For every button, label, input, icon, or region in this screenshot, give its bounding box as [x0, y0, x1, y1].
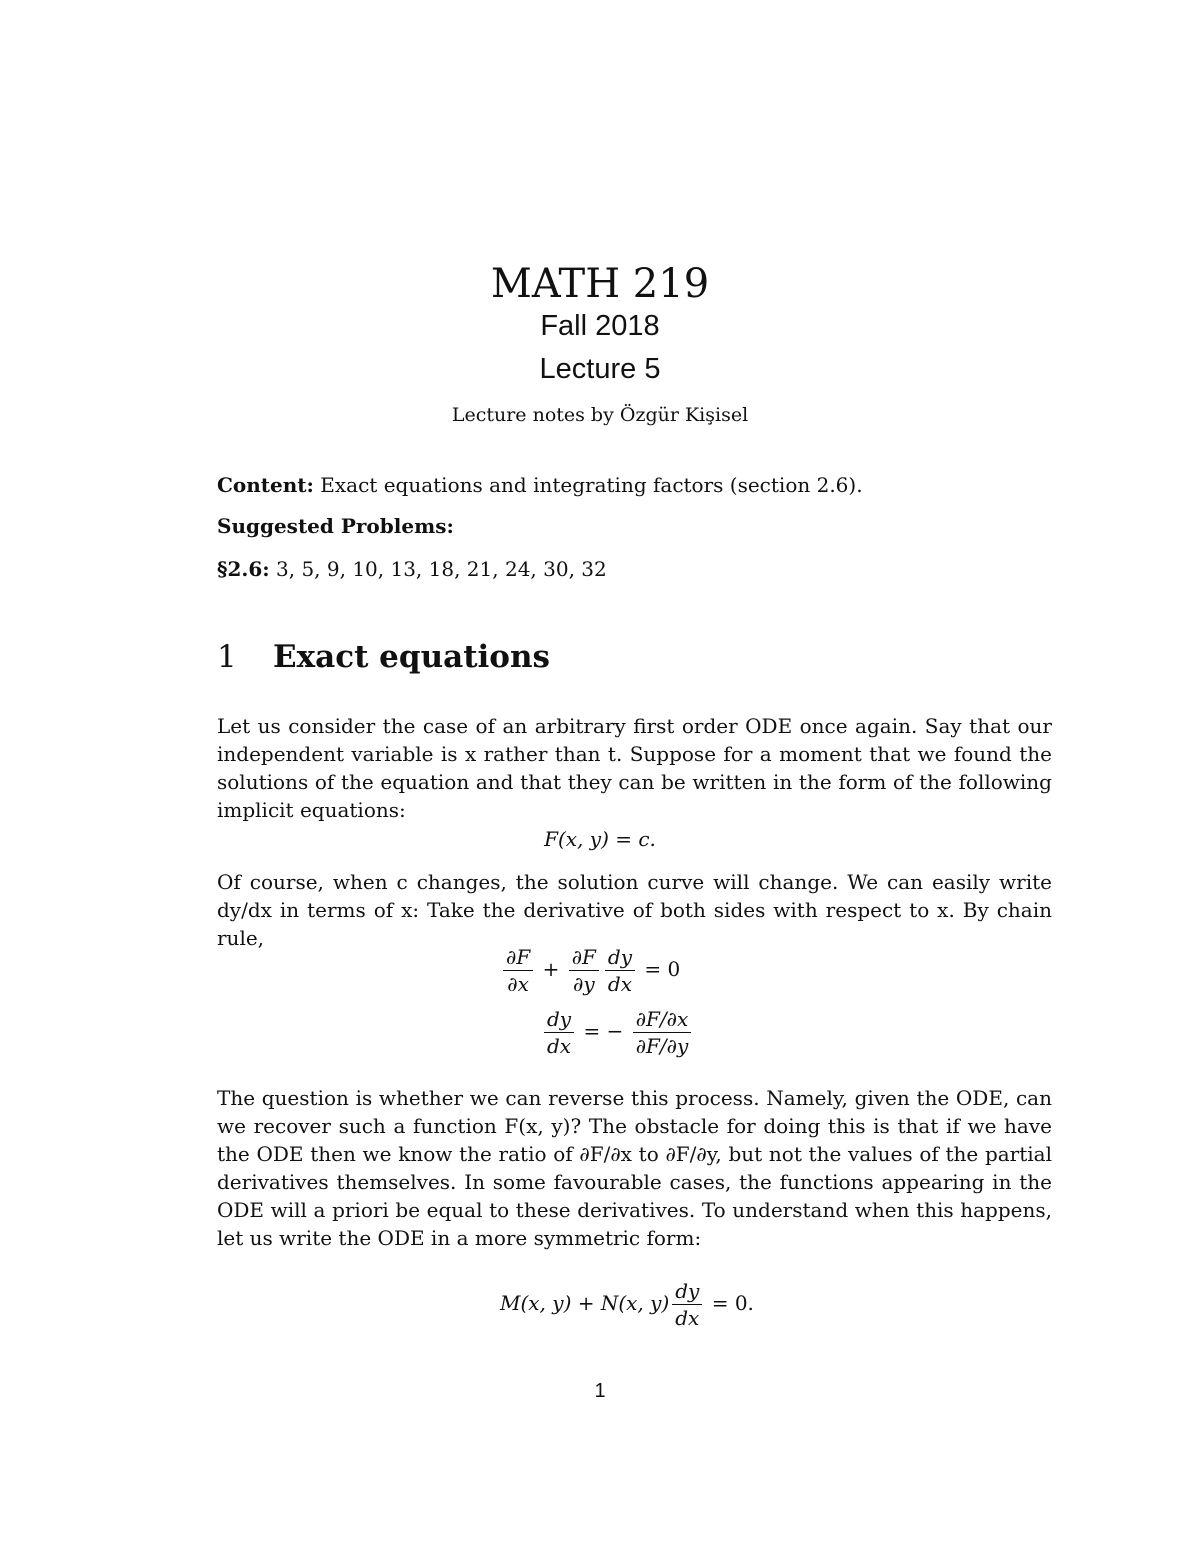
page-number: 1 [594, 1380, 606, 1402]
equation-dydx [541, 1006, 801, 1059]
problems-line [217, 555, 1052, 583]
numerator: ∂F/∂x [633, 1006, 692, 1033]
equation-implicit: F(x, y) = c. [544, 827, 656, 851]
problems-section-label: §2.6: [217, 557, 270, 581]
fraction [605, 944, 635, 997]
equals-zero: = 0 [644, 957, 681, 981]
denominator: dx [607, 972, 633, 996]
fraction [503, 944, 533, 997]
section-title: Exact equations [273, 639, 550, 675]
numerator: ∂F [503, 944, 533, 971]
denominator: ∂x [507, 972, 529, 996]
fraction [569, 944, 599, 997]
course-title: MATH 219 [490, 261, 710, 307]
author-line: Lecture notes by Özgür Kişisel [451, 404, 749, 426]
section-number: 1 [217, 639, 237, 675]
numerator: dy [605, 944, 635, 971]
denominator: ∂F/∂y [635, 1034, 689, 1058]
denominator: dx [675, 1306, 700, 1330]
denominator: dx [547, 1034, 572, 1058]
problems-list: 3, 5, 9, 10, 13, 18, 21, 24, 30, 32 [276, 557, 607, 581]
equals-zero: = 0. [711, 1291, 754, 1315]
fraction [633, 1006, 692, 1059]
section-heading [217, 636, 550, 678]
equals-minus: = − [583, 1019, 624, 1043]
paragraph-intro: Let us consider the case of an arbitrary first order ODE once again. Say that our independent variable is x rather than t. Suppose for a moment that we found the solutions of the equation and that they can be written in the form of the following implicit equations: [217, 714, 1052, 822]
content-line [217, 471, 1052, 499]
suggested-problems-label: Suggested Problems: [217, 514, 454, 538]
numerator: dy [672, 1278, 702, 1305]
equation-chain-rule [500, 944, 760, 997]
equation-symmetric-form [500, 1278, 800, 1331]
fraction [544, 1006, 574, 1059]
plus-sign: + [542, 957, 560, 981]
equation-lhs: M(x, y) + N(x, y) [500, 1291, 670, 1315]
fraction [672, 1278, 702, 1331]
paragraph-reverse-process: The question is whether we can reverse this process. Namely, given the ODE, can we recover such a function F(x, y)? The obstacle for doing this is that if we have the ODE then we know the ratio of ∂F/∂x to ∂F/∂y, but not the values of the partial derivatives themselves. In some favourable cases, the functions appearing in the ODE will a priori be equal to these derivatives. To understand when this happens, let us write the ODE in a more symmetric form: [217, 1086, 1052, 1250]
content-text: Exact equations and integrating factors (section 2.6). [320, 473, 863, 497]
numerator: dy [544, 1006, 574, 1033]
paragraph-chain-rule: Of course, when c changes, the solution curve will change. We can easily write dy/dx in terms of x: Take the derivative of both sides with respect to x. By chain rule, [217, 870, 1052, 950]
content-label: Content: [217, 473, 314, 497]
term-label: Fall 2018 [540, 310, 660, 342]
denominator: ∂y [572, 972, 595, 996]
numerator: ∂F [569, 944, 599, 971]
lecture-label: Lecture 5 [539, 353, 661, 385]
